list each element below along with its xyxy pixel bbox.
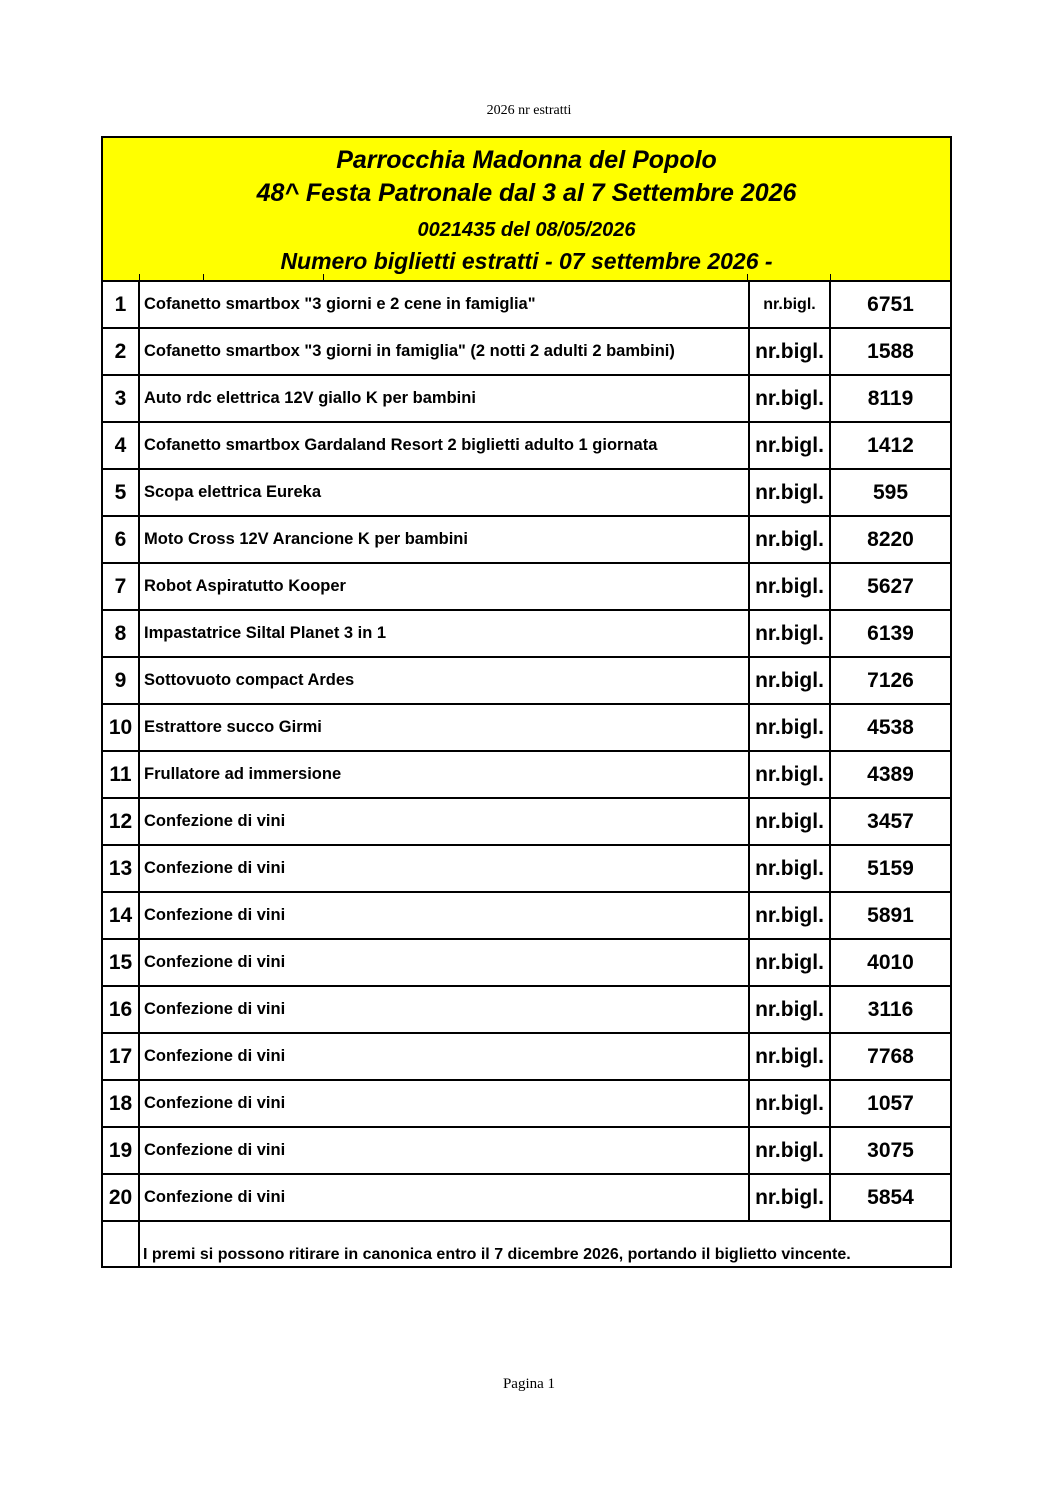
- empty-cell: [103, 1222, 140, 1266]
- table-row: [101, 940, 952, 987]
- ticket-label: nr.bigl.: [748, 282, 831, 327]
- column-tick: [203, 274, 204, 280]
- prize-description: Scopa elettrica Eureka: [144, 483, 322, 501]
- table-row: [101, 282, 952, 329]
- ticket-number: 5854: [867, 1186, 914, 1209]
- prize-description: Confezione di vini: [144, 1000, 286, 1018]
- ticket-label: nr.bigl.: [748, 329, 831, 374]
- parish-title: Parrocchia Madonna del Popolo: [336, 146, 717, 174]
- ticket-label: nr.bigl.: [748, 752, 831, 797]
- column-tick: [830, 274, 831, 280]
- prize-number: 12: [103, 799, 140, 844]
- ticket-number: 5159: [867, 857, 914, 880]
- pickup-note: I premi si possono ritirare in canonica entro il 7 dicembre 2026, portando il biglietto vincente.: [143, 1246, 851, 1263]
- prize-description: Auto rdc elettrica 12V giallo K per bambini: [144, 389, 476, 407]
- subtitle-banner: [101, 216, 952, 282]
- prize-number: 1: [103, 282, 140, 327]
- ticket-label: nr.bigl.: [748, 705, 831, 750]
- prize-description: Cofanetto smartbox "3 giorni e 2 cene in famiglia": [144, 295, 536, 313]
- prize-description: Confezione di vini: [144, 1094, 286, 1112]
- prize-number: 10: [103, 705, 140, 750]
- table-row: [101, 705, 952, 752]
- table-row: [101, 658, 952, 705]
- ticket-number: 4538: [867, 716, 914, 739]
- prize-number: 20: [103, 1175, 140, 1220]
- ticket-number: 6139: [867, 622, 914, 645]
- prize-description: Impastatrice Siltal Planet 3 in 1: [144, 624, 387, 642]
- table-row: [101, 987, 952, 1034]
- table-row: [101, 1175, 952, 1222]
- prize-number: 13: [103, 846, 140, 891]
- table-row: [101, 564, 952, 611]
- ticket-label: nr.bigl.: [748, 470, 831, 515]
- column-tick: [747, 274, 748, 280]
- ticket-label: nr.bigl.: [748, 1081, 831, 1126]
- column-tick: [323, 274, 324, 280]
- ticket-number: 7768: [867, 1045, 914, 1068]
- prize-number: 6: [103, 517, 140, 562]
- prize-number: 4: [103, 423, 140, 468]
- table-row: [101, 1128, 952, 1175]
- table-row: [101, 846, 952, 893]
- ticket-label: nr.bigl.: [748, 376, 831, 421]
- prize-number: 5: [103, 470, 140, 515]
- ticket-number: 3457: [867, 810, 914, 833]
- table-row: [101, 376, 952, 423]
- column-tick: [139, 274, 140, 280]
- draw-date-line: Numero biglietti estratti - 07 settembre 2026 -: [280, 248, 773, 274]
- table-row: [101, 1034, 952, 1081]
- prize-number: 15: [103, 940, 140, 985]
- prize-number: 11: [103, 752, 140, 797]
- prize-number: 2: [103, 329, 140, 374]
- prize-description: Cofanetto smartbox Gardaland Resort 2 biglietti adulto 1 giornata: [144, 436, 658, 454]
- prize-description: Confezione di vini: [144, 1047, 286, 1065]
- ticket-number: 5627: [867, 575, 914, 598]
- page-header: 2026 nr estratti: [486, 103, 572, 118]
- ticket-label: nr.bigl.: [748, 611, 831, 656]
- ticket-number: 5891: [867, 904, 914, 927]
- table-row: [101, 611, 952, 658]
- ticket-label: nr.bigl.: [748, 893, 831, 938]
- ticket-number: 7126: [867, 669, 914, 692]
- prize-sheet: [101, 136, 952, 1265]
- prize-description: Frullatore ad immersione: [144, 765, 342, 783]
- ticket-number: 4010: [867, 951, 914, 974]
- table-row: [101, 329, 952, 376]
- table-row: [101, 1081, 952, 1128]
- ticket-label: nr.bigl.: [748, 423, 831, 468]
- prize-number: 8: [103, 611, 140, 656]
- table-row: [101, 423, 952, 470]
- table-row: [101, 470, 952, 517]
- prize-description: Confezione di vini: [144, 906, 286, 924]
- ticket-number: 8220: [867, 528, 914, 551]
- table-row: [101, 752, 952, 799]
- table-row: [101, 893, 952, 940]
- prize-number: 9: [103, 658, 140, 703]
- prize-number: 16: [103, 987, 140, 1032]
- ticket-number: 6751: [867, 293, 914, 316]
- ticket-number: 1057: [867, 1092, 914, 1115]
- ticket-label: nr.bigl.: [748, 846, 831, 891]
- ticket-number: 3075: [867, 1139, 914, 1162]
- page-footer: Pagina 1: [502, 1376, 556, 1392]
- ticket-label: nr.bigl.: [748, 1034, 831, 1079]
- prize-number: 19: [103, 1128, 140, 1173]
- prize-description: Confezione di vini: [144, 953, 286, 971]
- authorization-line: 0021435 del 08/05/2026: [417, 219, 636, 241]
- prize-description: Sottovuoto compact Ardes: [144, 671, 355, 689]
- ticket-label: nr.bigl.: [748, 987, 831, 1032]
- prize-description: Estrattore succo Girmi: [144, 718, 322, 736]
- prize-description: Confezione di vini: [144, 1141, 286, 1159]
- prize-description: Confezione di vini: [144, 1188, 286, 1206]
- ticket-number: 1412: [867, 434, 914, 457]
- table-row: [101, 517, 952, 564]
- ticket-number: 4389: [867, 763, 914, 786]
- ticket-label: nr.bigl.: [748, 799, 831, 844]
- ticket-number: 8119: [867, 387, 914, 410]
- prize-description: Moto Cross 12V Arancione K per bambini: [144, 530, 468, 548]
- prize-number: 17: [103, 1034, 140, 1079]
- prize-table: [101, 282, 952, 1268]
- prize-description: Cofanetto smartbox "3 giorni in famiglia" (2 notti 2 adulti 2 bambini): [144, 342, 675, 360]
- ticket-label: nr.bigl.: [748, 940, 831, 985]
- ticket-number: 595: [872, 481, 909, 504]
- prize-description: Confezione di vini: [144, 859, 286, 877]
- ticket-label: nr.bigl.: [748, 517, 831, 562]
- ticket-label: nr.bigl.: [748, 1175, 831, 1220]
- ticket-label: nr.bigl.: [748, 564, 831, 609]
- table-row: [101, 799, 952, 846]
- note-row: [101, 1222, 952, 1268]
- title-banner: [101, 136, 952, 218]
- prize-description: Confezione di vini: [144, 812, 286, 830]
- prize-description: Robot Aspiratutto Kooper: [144, 577, 346, 595]
- ticket-number: 3116: [867, 998, 914, 1021]
- prize-number: 7: [103, 564, 140, 609]
- prize-number: 14: [103, 893, 140, 938]
- prize-number: 18: [103, 1081, 140, 1126]
- festival-title: 48^ Festa Patronale dal 3 al 7 Settembre 2026: [256, 179, 797, 207]
- ticket-number: 1588: [867, 340, 914, 363]
- ticket-label: nr.bigl.: [748, 658, 831, 703]
- ticket-label: nr.bigl.: [748, 1128, 831, 1173]
- prize-number: 3: [103, 376, 140, 421]
